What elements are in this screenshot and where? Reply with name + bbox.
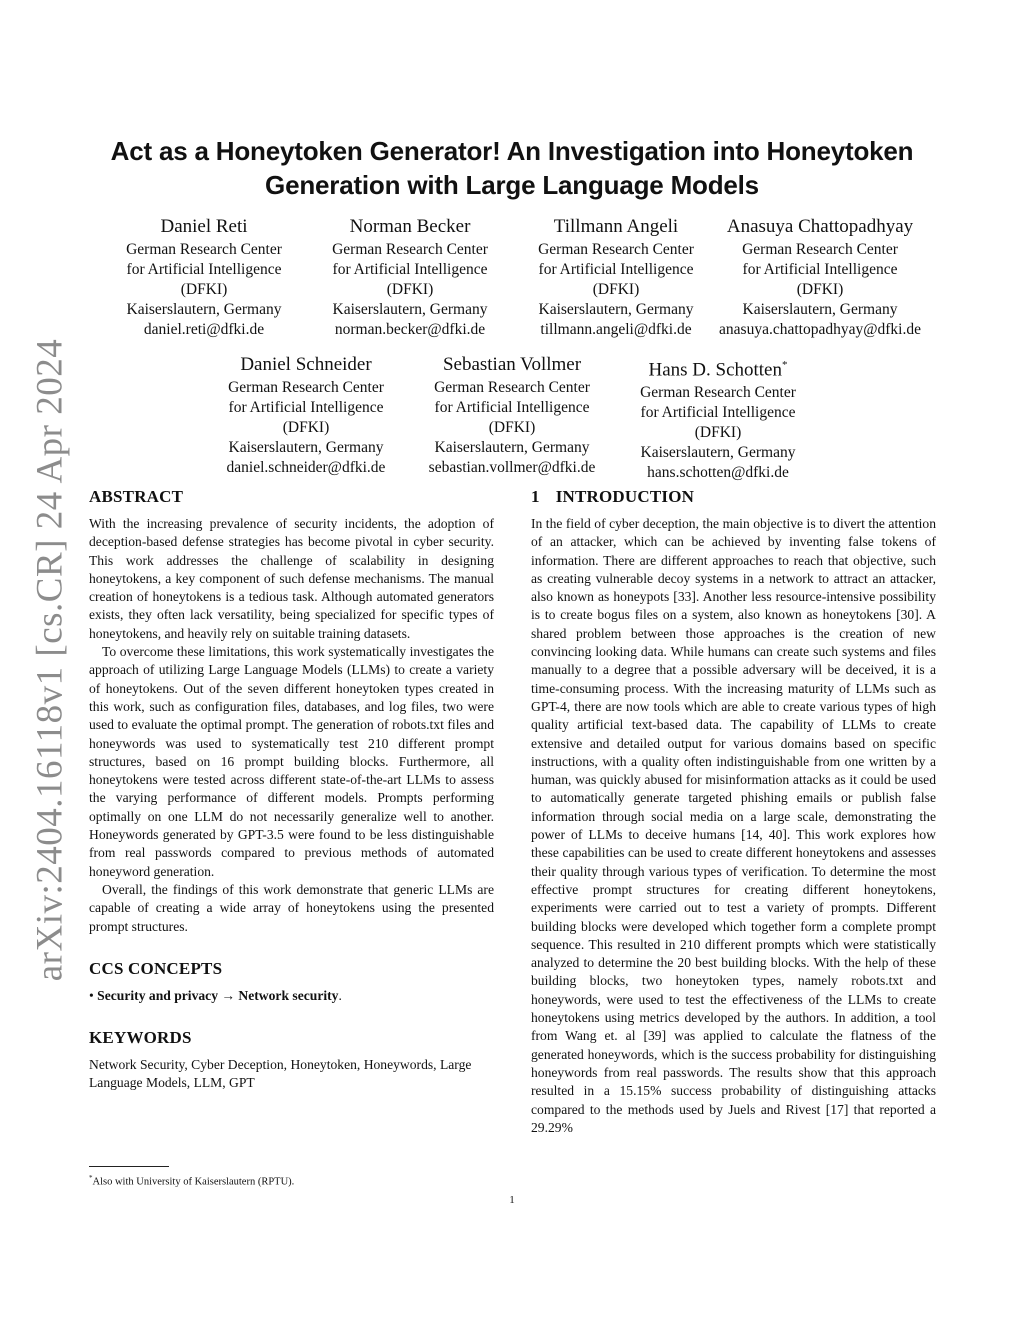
abstract-paragraph: Overall, the findings of this work demonstrate that generic LLMs are capable of creating a wide array of honeytokens using the presented prompt structures. (89, 881, 494, 934)
author-location: Kaiserslautern, Germany (640, 444, 796, 462)
author-name-row (603, 353, 833, 382)
author-affiliation: for Artificial Intelligence (640, 404, 796, 422)
ccs-period: . (338, 987, 342, 1003)
ccs-heading: CCS CONCEPTS (89, 958, 223, 978)
paper-title: Act as a Honeytoken Generator! An Investigation into Honeytoken Generation with Large Language Models (110, 136, 914, 200)
author-location: Kaiserslautern, Germany (538, 301, 694, 318)
author-block (397, 353, 627, 478)
left-column (89, 486, 494, 1093)
author-affiliation: (DFKI) (488, 419, 536, 436)
ccs-subtopic: Network security (238, 987, 339, 1003)
author-name: Daniel Reti (160, 216, 248, 237)
author-affiliation: for Artificial Intelligence (332, 261, 488, 278)
ccs-bullet: • (89, 987, 94, 1003)
author-email[interactable]: daniel.schneider@dfki.de (226, 459, 386, 476)
author-affiliation: (DFKI) (592, 281, 640, 298)
footnote-mark: * (89, 1174, 93, 1182)
author-affiliation: (DFKI) (180, 281, 228, 298)
author-affiliation: (DFKI) (796, 281, 844, 298)
author-email[interactable]: norman.becker@dfki.de (334, 321, 486, 338)
footnote-divider (89, 1166, 169, 1167)
author-location: Kaiserslautern, Germany (434, 439, 590, 456)
page-number: 1 (509, 1194, 515, 1206)
author-affiliation: for Artificial Intelligence (228, 399, 384, 416)
footnote (89, 1172, 294, 1189)
author-affiliation: for Artificial Intelligence (434, 399, 590, 416)
author-affiliation: German Research Center (742, 241, 898, 258)
author-block (191, 353, 421, 478)
author-block (89, 215, 319, 340)
author-email[interactable]: sebastian.vollmer@dfki.de (428, 459, 596, 476)
author-affiliation: German Research Center (640, 384, 796, 402)
author-affiliation: for Artificial Intelligence (742, 261, 898, 278)
abstract-heading: ABSTRACT (89, 487, 184, 506)
author-affiliation: German Research Center (434, 379, 590, 396)
author-affiliation: German Research Center (538, 241, 694, 258)
author-name: Sebastian Vollmer (442, 354, 582, 375)
author-name: Anasuya Chattopadhyay (726, 216, 914, 237)
author-affiliation: German Research Center (126, 241, 282, 258)
abstract-paragraph: To overcome these limitations, this work systematically investigates the approach of utilizing Large Language Models (LLMs) to create a variety of honeytokens. Out of the seven different honeytoken types created in this work, such as configuration files, databases, and log files, two were used to evaluate the optimal prompt. The generation of robots.txt files and honeywords was used to systematically test 210 different prompt structures, based on 16 prompt building blocks. Furthermore, all honeytokens were tested across different state-of-the-art LLMs to assess the varying performance of different models. Prompts performing optimally on one LLM do not necessarily generalize well to another. Honeywords generated by GPT-3.5 were found to be less distinguishable from real passwords compared to previous methods of automated honeyword generation. (89, 644, 494, 879)
right-column (531, 486, 936, 1137)
arrow-icon: → (221, 987, 236, 1003)
keywords-heading: KEYWORDS (89, 1028, 192, 1048)
ccs-concepts (89, 987, 494, 1005)
author-affiliation: (DFKI) (282, 419, 330, 436)
introduction-heading (531, 486, 936, 508)
author-location: Kaiserslautern, Germany (332, 301, 488, 318)
arxiv-id: arXiv:2404.16118v1 [cs.CR] 24 Apr 2024 (29, 338, 71, 982)
author-affiliation: German Research Center (332, 241, 488, 258)
author-block (501, 215, 731, 340)
author-name: Norman Becker (349, 216, 471, 237)
author-name: Daniel Schneider (240, 354, 372, 375)
keywords-text: Network Security, Cyber Deception, Honeytoken, Honeywords, Large Language Models, LLM, GPT (89, 1057, 472, 1091)
author-name: Hans D. Schotten (648, 359, 782, 381)
author-block (603, 353, 833, 483)
abstract-paragraph: With the increasing prevalence of security incidents, the adoption of deception-based defense strategies has become pivotal in cyber security. This work addresses the challenge of scalability in designing honeytokens, a key component of such defense mechanisms. The manual creation of honeytokens is a tedious task. Although automated generators exists, they often lack versatility, being specialized for specific types of honeytokens, and heavily rely on suitable training datasets. (89, 516, 494, 641)
author-email[interactable]: tillmann.angeli@dfki.de (540, 321, 692, 338)
author-name: Tillmann Angeli (553, 216, 679, 237)
author-email[interactable]: anasuya.chattopadhyay@dfki.de (719, 321, 921, 338)
author-location: Kaiserslautern, Germany (126, 301, 282, 318)
author-email[interactable]: daniel.reti@dfki.de (143, 321, 265, 338)
ccs-topic: Security and privacy (97, 987, 219, 1003)
footnote-marker: * (782, 359, 788, 371)
author-email[interactable]: hans.schotten@dfki.de (647, 464, 789, 482)
author-block (704, 215, 936, 340)
footnote-text: Also with University of Kaiserslautern (RPTU). (92, 1176, 295, 1188)
author-affiliation: (DFKI) (386, 281, 434, 298)
author-location: Kaiserslautern, Germany (742, 301, 898, 318)
author-affiliation: German Research Center (228, 379, 384, 396)
author-affiliation: for Artificial Intelligence (538, 261, 694, 278)
author-affiliation: for Artificial Intelligence (126, 261, 282, 278)
section-title: INTRODUCTION (555, 487, 695, 506)
author-location: Kaiserslautern, Germany (228, 439, 384, 456)
author-block (295, 215, 525, 340)
section-number: 1 (531, 487, 540, 506)
author-affiliation: (DFKI) (694, 424, 742, 442)
introduction-paragraph: In the field of cyber deception, the main objective is to divert the attention of an attacker, which can be achieved by inventing false tokens of information. There are different approaches to reach that objective, such as creating vulnerable decoy systems in a network to attract an attacker, also known as honeypots [33]. Another less resource-intensive possibility is to create bogus files on a system, also known as honeytokens [30]. A shared problem between those approaches is the creation of new convincing looking data. While humans can create such systems and files manually to a degree that a possible adversary will be deceived, it is a time-consuming process. With the increasing maturity of LLMs such as GPT-4, there are now tools which are able to create various types of high quality artificial text-based data. The capability of LLMs to create extensive and detailed output for various domains based on specific instructions, with a quality often indistinguishable from one written by a human, was quickly abused for misinformation attacks as it could be used to automatically generate targeted phishing emails or publish false information through social media on a large scale, demonstrating the power of LLMs to deceive humans [14, 40]. This work explores how these capabilities can be used to create different honeytokens and assesses their quality through various types of verification. To determine the most effective prompt structures for creating different honeytokens, experiments were carried out to test a variety of prompts. Different building blocks were developed which together form a complete prompt sequence. This resulted in 210 different prompts which were statistically analyzed to determine the 20 best building blocks. With the help of these building blocks, two honeytoken types, namely robots.txt and honeywords, were used to test the effectiveness of the LLMs to create honeytokens using metrics developed by the authors. In addition, a tool from Wang et. al [39] was applied to calculate the flatness of the generated honeywords, which is the success probability for distinguishing honeywords from real passwords. The results show that this approach resulted in a 15.15% success probability of distinguishing attacks compared to the methods used by Juels and Rivest [17] that reported a 29.29% (531, 516, 936, 1135)
